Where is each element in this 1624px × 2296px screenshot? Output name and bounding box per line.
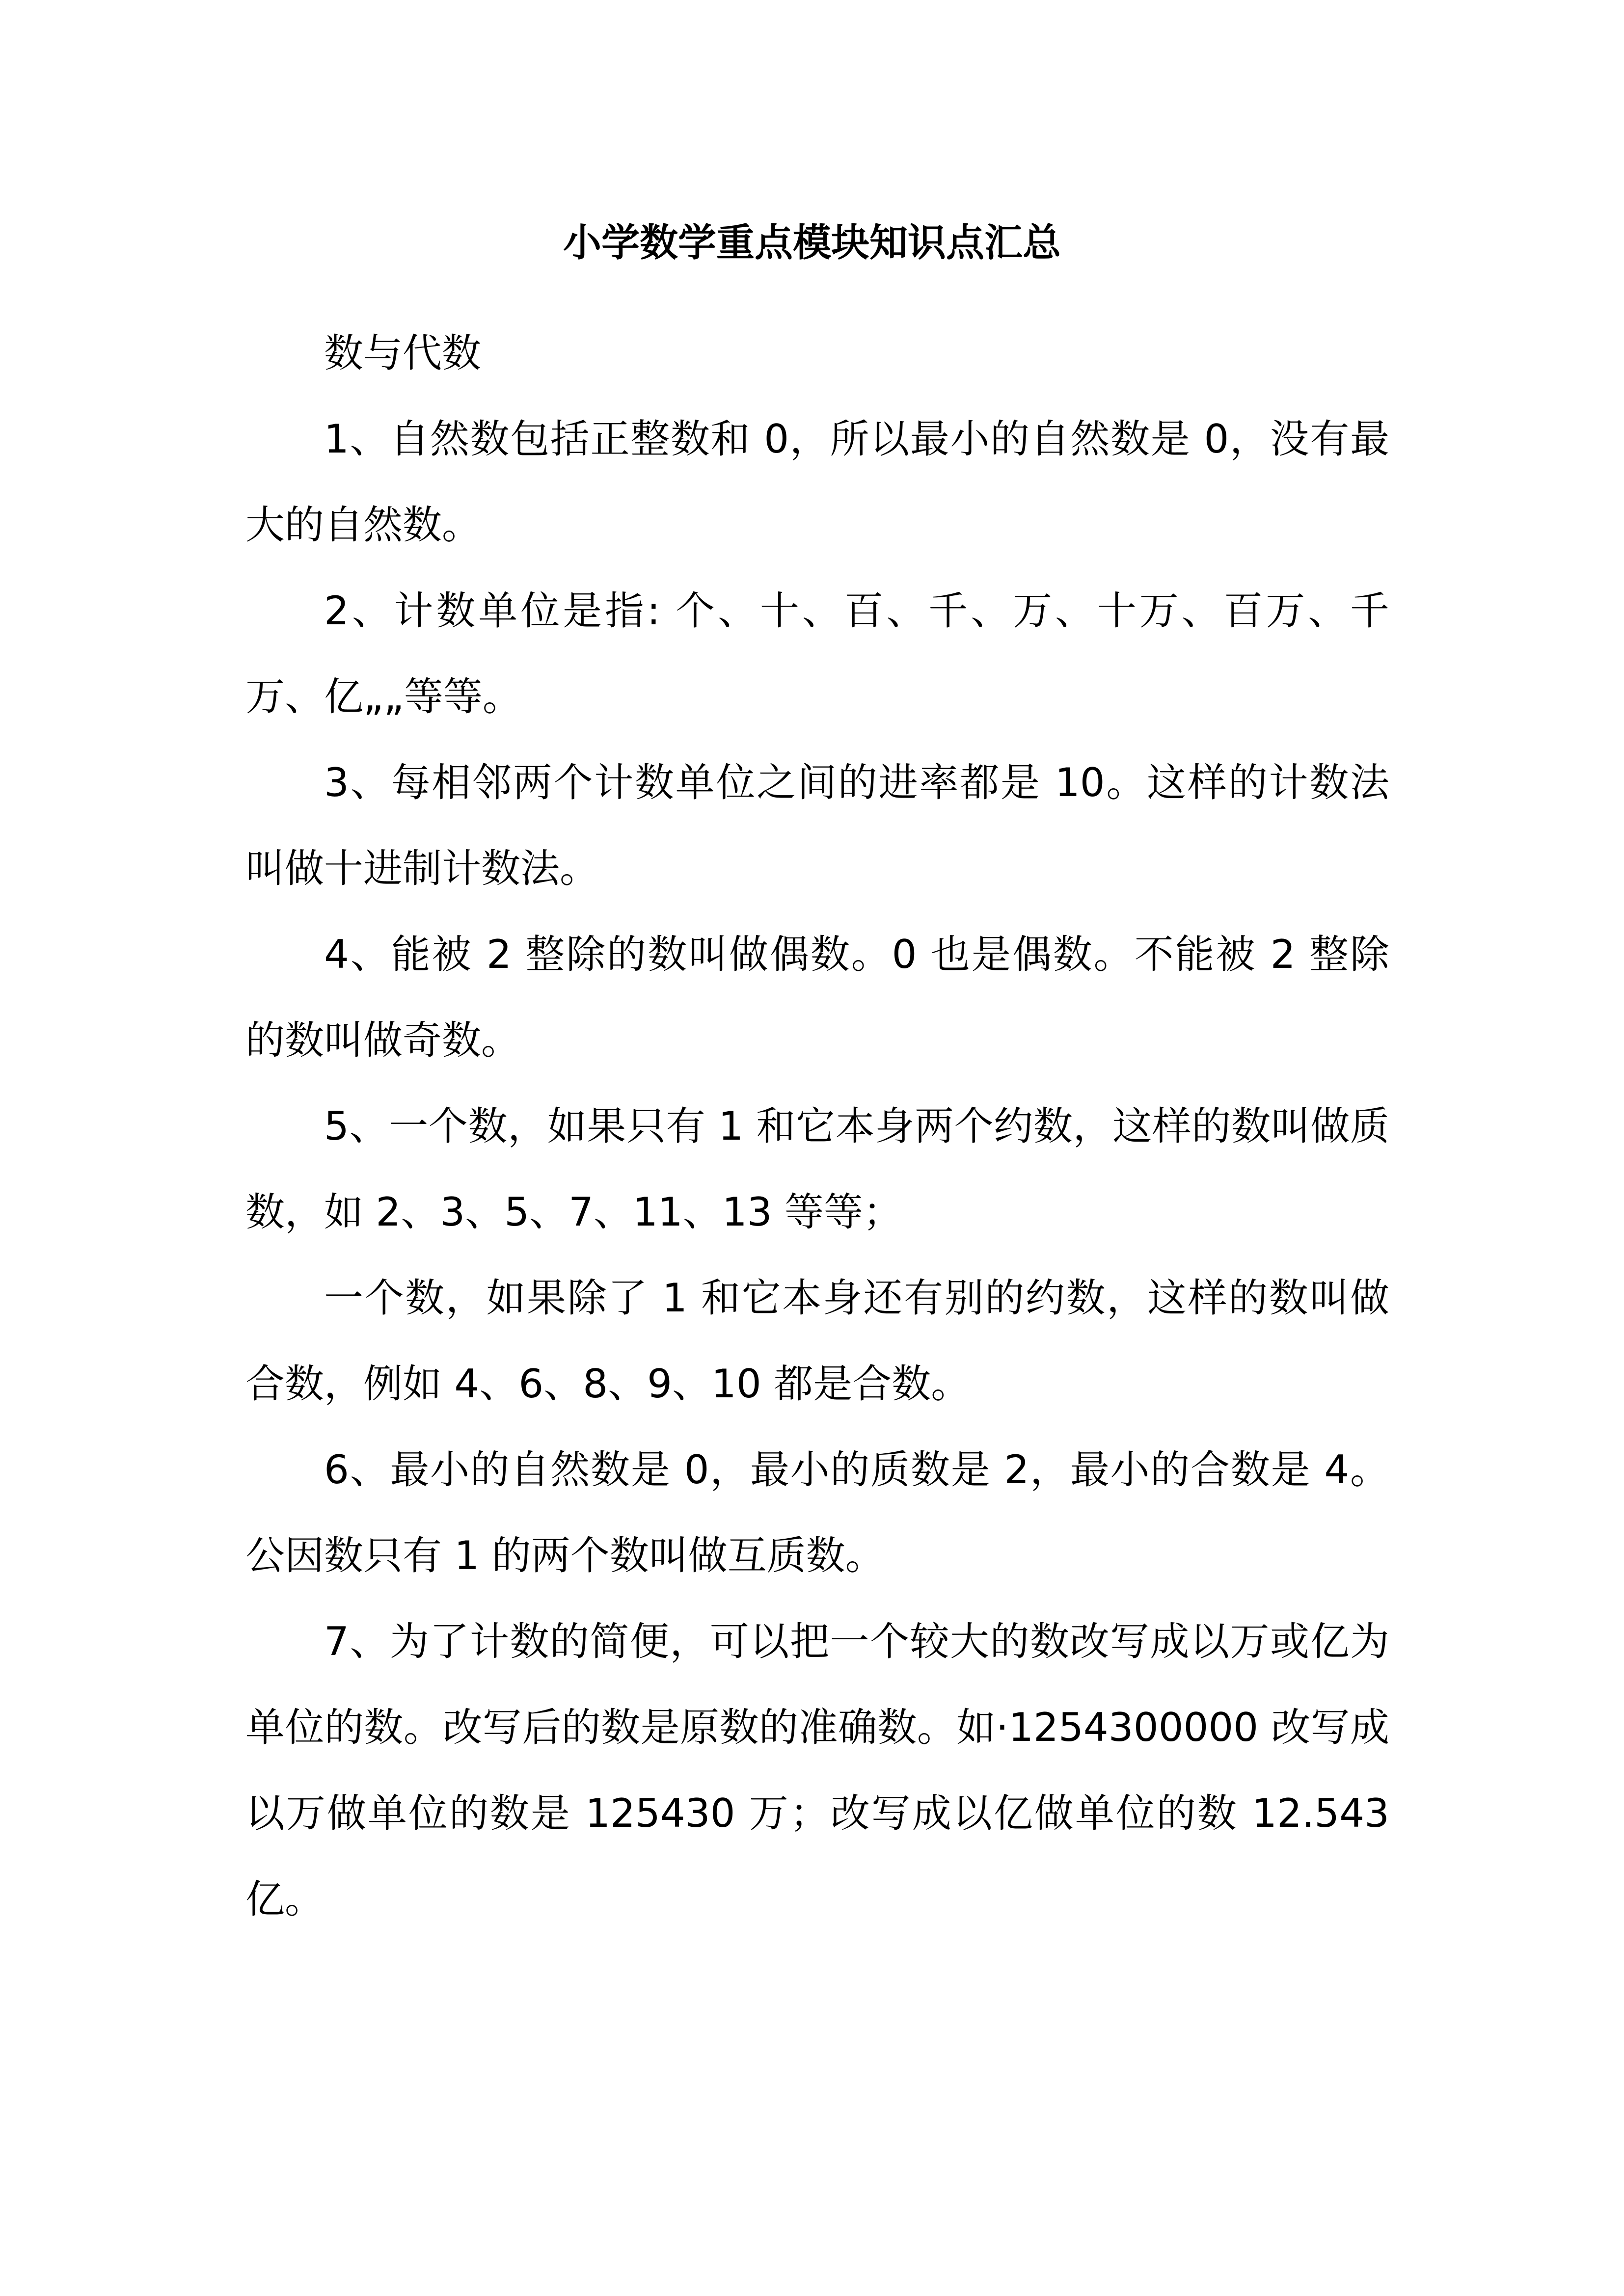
document-title: 小学数学重点模块知识点汇总 — [563, 221, 1061, 265]
paragraph: 1、自然数包括正整数和 0，所以最小的自然数是 0，没有最大的自然数。 — [245, 416, 1389, 548]
paragraph: 7、为了计数的简便，可以把一个较大的数改写成以万或亿为单位的数。改写后的数是原数的准确数。如·1254300000 改写成以万做单位的数是 125430 万；改写成以亿做单位的数 12.543 亿。 — [245, 1619, 1389, 1922]
paragraph: 6、最小的自然数是 0，最小的质数是 2，最小的合数是 4。公因数只有 1 的两个数叫做互质数。 — [245, 1447, 1389, 1578]
section-heading: 数与代数 — [324, 330, 481, 376]
paragraph: 一个数，如果除了 1 和它本身还有别的约数，这样的数叫做合数，例如 4、6、8、9、10 都是合数。 — [245, 1275, 1389, 1407]
paragraph: 2、计数单位是指: 个、十、百、千、万、十万、百万、千万、亿„„等等。 — [245, 588, 1389, 720]
paragraph: 5、一个数，如果只有 1 和它本身两个约数，这样的数叫做质数，如 2、3、5、7、11、13 等等； — [245, 1103, 1389, 1235]
paragraph: 3、每相邻两个计数单位之间的进率都是 10。这样的计数法叫做十进制计数法。 — [245, 760, 1389, 891]
paragraph: 4、能被 2 整除的数叫做偶数。0 也是偶数。不能被 2 整除的数叫做奇数。 — [245, 932, 1389, 1063]
document-body — [245, 310, 1389, 1942]
